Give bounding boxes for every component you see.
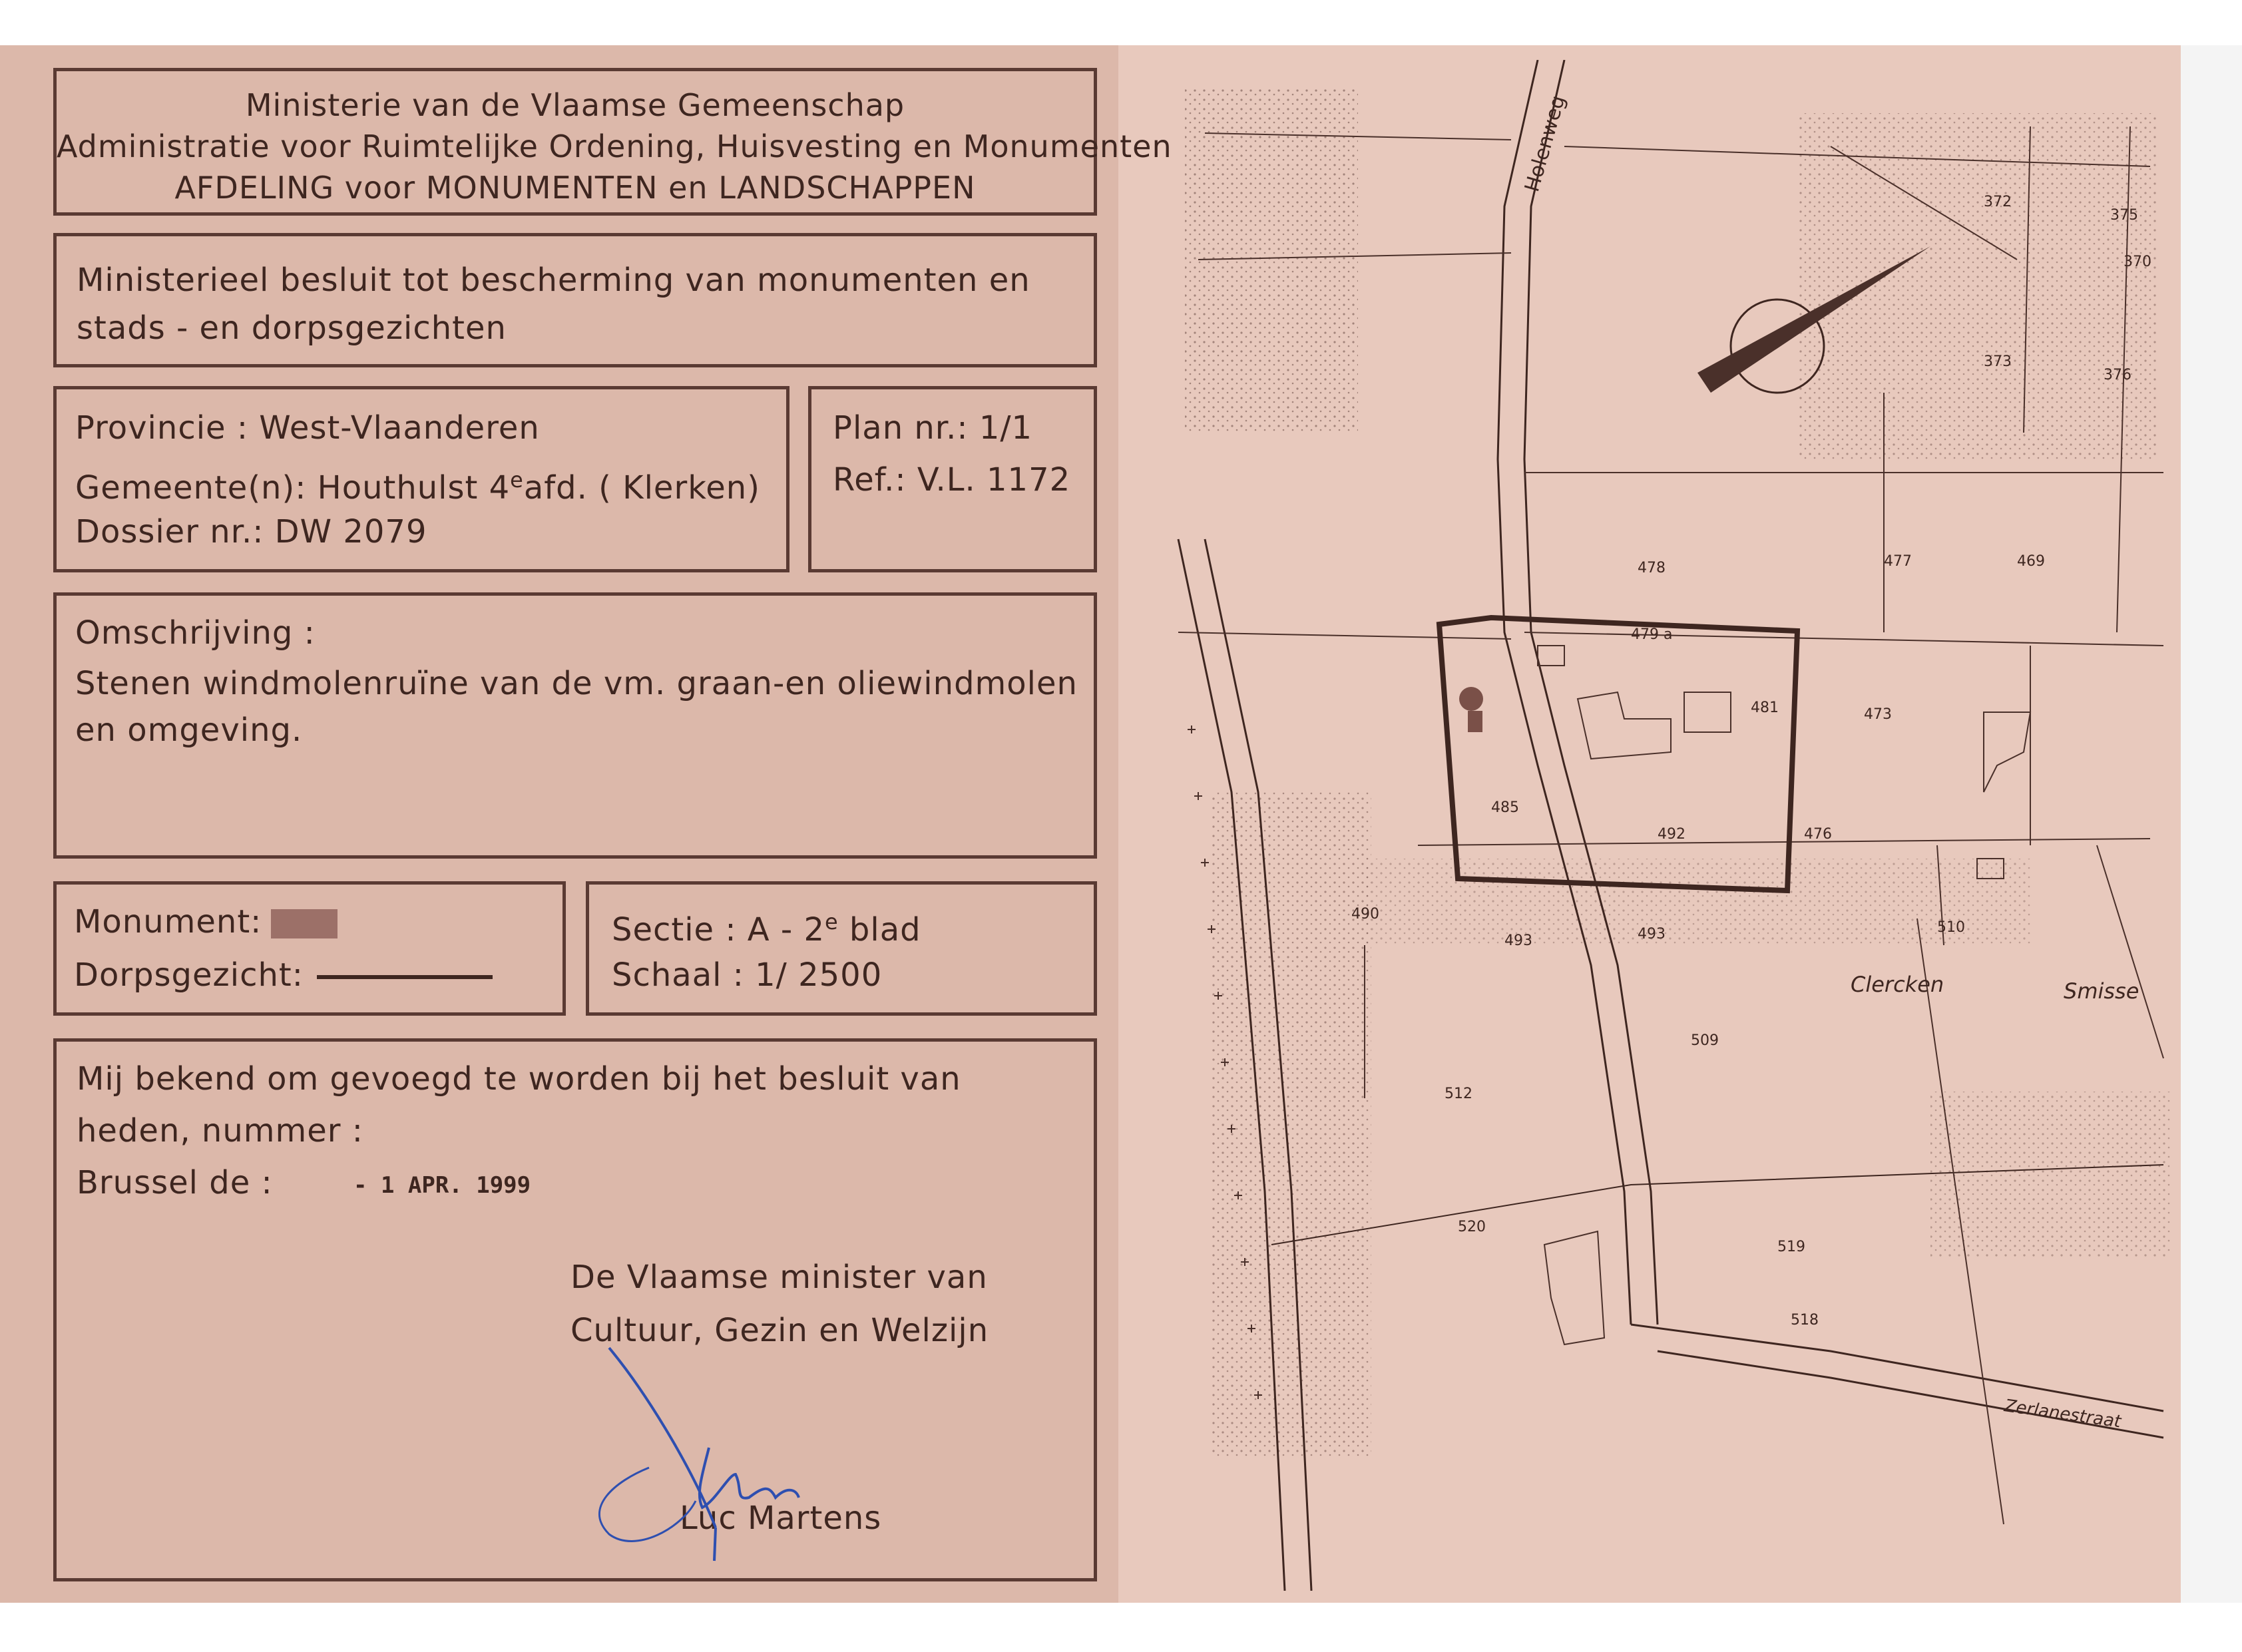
location-box [53,386,789,572]
ministry-header-box [53,68,1172,216]
section-sheet [612,898,921,954]
parcel-label: 481 [1751,700,1779,716]
brussels-date-label: Brussel de : [77,1164,273,1201]
legend-village-label: Dorpsgezicht: [74,956,304,994]
legend-monument-label: Monument: [74,903,262,940]
road-holenweg-left [1498,60,1631,1325]
place-label-clercken: Clercken [1851,972,1944,997]
parcel-label: 493 [1638,926,1666,942]
description-box [53,592,1097,859]
legend-box [53,881,566,1016]
section-suffix: blad [838,911,921,948]
parcel-label: 509 [1691,1032,1719,1049]
parcel-label: 479 a [1631,626,1673,643]
dossier-number: Dossier nr.: DW 2079 [75,513,427,550]
province: Provincie : West-Vlaanderen [75,409,540,447]
mill-monument-marker [1459,687,1483,711]
ministry-name: Ministerie van de Vlaamse Gemeenschap [245,87,905,123]
approval-line-2: heden, nummer : [77,1112,363,1149]
monument-swatch [271,909,337,938]
parcel-label: 477 [1884,553,1912,570]
decree-line-1: Ministerieel besluit tot bescherming van monumenten en [77,262,1030,299]
parcel-label: 370 [2124,254,2151,270]
parcel-label: 372 [1984,194,2012,210]
legend-village [74,951,493,999]
shaded-field-4 [1365,859,2030,945]
shaded-field-5 [1930,1092,2170,1258]
protected-area-outline [1439,618,1797,891]
parcel-label: 519 [1777,1239,1805,1255]
section-scale: Schaal : 1/ 2500 [612,956,883,994]
minister-name: Luc Martens [680,1500,882,1537]
place-label-smisse: Smisse [2064,978,2139,1004]
administration-name: Administratie voor Ruimtelijke Ordening, Huisvesting en Monumenten [57,128,1172,164]
parcel-label: 373 [1984,353,2012,370]
description-line-2: en omgeving. [75,712,303,749]
municipality-prefix: Gemeente(n): Houthulst 4 [75,469,511,507]
parcel-label: 510 [1937,919,1965,936]
minister-title-1: De Vlaamse minister van [570,1259,988,1296]
parcel-label: 375 [2110,207,2138,224]
parcel-label: 520 [1458,1219,1486,1235]
parcel-label: 478 [1638,560,1666,576]
road-label: Holenweg [1520,93,1570,195]
municipality-suffix: afd. ( Klerken) [523,469,760,507]
municipality [75,456,760,512]
section-box [586,881,1097,1016]
road-holenweg-right [1524,60,1658,1325]
parcel-label: 473 [1864,706,1892,723]
approval-box [53,1038,1097,1581]
road-south [1631,1325,2163,1411]
parcel-label: 376 [2104,367,2131,383]
plan-reference: Ref.: V.L. 1172 [833,461,1071,499]
parcel-label: 469 [2017,553,2045,570]
signature [536,1308,949,1574]
description-line-1: Stenen windmolenruïne van de vm. graan-en oliewindmolen [75,665,1078,702]
street-label: Zerlanestraat [2003,1396,2123,1432]
parcel-label: 492 [1658,826,1685,843]
municipality-superscript: e [510,467,524,493]
section-superscript: e [824,909,839,934]
parcel-label: 490 [1351,906,1379,923]
description-heading: Omschrijving : [75,614,316,652]
minister-title-2: Cultuur, Gezin en Welzijn [570,1312,989,1349]
section-prefix: Sectie : A - 2 [612,911,825,948]
department-name: AFDELING voor MONUMENTEN en LANDSCHAPPEN [174,170,976,206]
decree-line-2: stads - en dorpsgezichten [77,310,507,347]
parcel-label: 485 [1491,799,1519,816]
plan-number: Plan nr.: 1/1 [833,409,1033,447]
parcel-label: 476 [1804,826,1832,843]
scan-margin [2181,45,2242,1603]
parcel-label: 493 [1504,932,1532,949]
decree-box [53,233,1097,367]
plan-box [808,386,1097,572]
mill-monument-base [1468,711,1482,732]
shaded-field-3 [1212,792,1371,1458]
date-stamp: - 1 APR. 1999 [353,1172,531,1199]
approval-line-1: Mij bekend om gevoegd te worden bij het besluit van [77,1060,961,1098]
parcel-label: 518 [1791,1312,1819,1329]
legend-monument [74,898,337,946]
village-line-symbol [317,975,493,979]
parcel-label: 512 [1445,1086,1472,1102]
cadastral-map [1165,60,2177,1591]
